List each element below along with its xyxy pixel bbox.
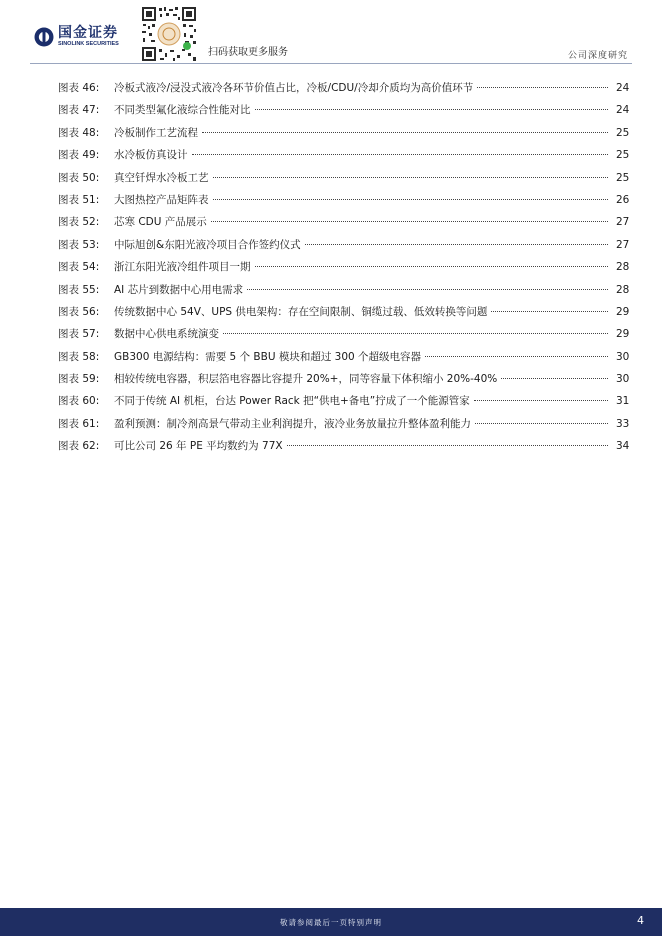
page-footer [0,908,662,936]
toc-entry[interactable] [58,416,628,438]
toc-page-number: 25 [616,126,630,139]
toc-page-number: 31 [616,395,630,408]
toc-figure-label: 图表 50: [58,171,100,184]
footer-page-number: 4 [637,914,644,927]
toc-page-number: 33 [616,417,630,430]
toc-figure-label: 图表 60: [58,395,100,408]
toc-figure-title: GB300 电源结构：需要 5 个 BBU 模块和超过 300 个超级电容器 [114,350,422,363]
dot-leader [425,356,608,357]
toc-figure-label: 图表 58: [58,350,100,363]
toc-entry[interactable] [58,393,628,415]
toc-page-number: 28 [616,283,630,296]
brand-name-en: SINOLINK SECURITIES [58,41,119,47]
toc-figure-label: 图表 59: [58,373,100,386]
toc-entry[interactable] [58,349,628,371]
qr-code-icon[interactable] [140,5,198,63]
toc-figure-title: 不同于传统 AI 机柜，台达 Power Rack 把“供电+备电”拧成了一个能源管家 [114,395,470,408]
toc-figure-label: 图表 55: [58,283,100,296]
toc-figure-title: 芯寒 CDU 产品展示 [114,216,207,229]
dot-leader [305,244,608,245]
page-header [0,0,662,70]
dot-leader [202,132,608,133]
toc-figure-label: 图表 49: [58,149,100,162]
toc-page-number: 28 [616,261,630,274]
dot-leader [255,266,609,267]
toc-entry[interactable] [58,102,628,124]
brand-logo [34,26,119,48]
toc-entry[interactable] [58,259,628,281]
toc-figure-title: 数据中心供电系统演变 [114,328,219,341]
toc-figure-title: 冷板制作工艺流程 [114,126,198,139]
toc-figure-label: 图表 57: [58,328,100,341]
toc-figure-label: 图表 54: [58,261,100,274]
toc-entry[interactable] [58,438,628,460]
toc-figure-label: 图表 47: [58,104,100,117]
toc-entry[interactable] [58,80,628,102]
toc-entry[interactable] [58,192,628,214]
toc-page-number: 27 [616,216,630,229]
toc-figure-label: 图表 53: [58,238,100,251]
toc-entry[interactable] [58,214,628,236]
toc-page-number: 29 [616,328,630,341]
toc-entry[interactable] [58,371,628,393]
toc-page-number: 24 [616,104,630,117]
toc-figure-title: 盈利预测：制冷剂高景气带动主业利润提升，液冷业务放量拉升整体盈利能力 [114,417,471,430]
toc-page-number: 24 [616,82,630,94]
toc-entry[interactable] [58,170,628,192]
dot-leader [192,154,609,155]
qr-caption: 扫码获取更多服务 [208,47,288,58]
dot-leader [213,177,609,178]
toc-figure-title: AI 芯片到数据中心用电需求 [114,283,244,296]
toc-figure-label: 图表 62: [58,440,100,453]
toc-page-number: 25 [616,149,630,162]
toc-entry[interactable] [58,125,628,147]
dot-leader [213,199,609,200]
toc-page-number: 25 [616,171,630,184]
dot-leader [255,109,609,110]
dot-leader [223,333,608,334]
toc-figure-title: 相较传统电容器，积层箔电容器比容提升 20%+，同等容量下体积缩小 20%-40% [114,373,498,386]
dot-leader [501,378,608,379]
header-divider [30,63,632,64]
toc-page-number: 30 [616,350,630,363]
toc-figure-title: 不同类型氟化液综合性能对比 [114,104,251,117]
report-type-label: 公司深度研究 [567,51,628,61]
toc-entry[interactable] [58,237,628,259]
toc-entry[interactable] [58,147,628,169]
toc-figure-label: 图表 48: [58,126,100,139]
dot-leader [475,423,608,424]
toc-page-number: 34 [616,440,630,453]
toc-figure-label: 图表 51: [58,193,100,206]
toc-figure-label: 图表 46: [58,82,100,94]
toc-figure-title: 冷板式液冷/浸没式液冷各环节价值占比，冷板/CDU/冷却介质均为高价值环节 [114,82,474,94]
brand-name-cn: 国金证券 [58,25,118,41]
toc-figure-title: 水冷板仿真设计 [114,149,188,162]
toc-figure-title: 真空钎焊水冷板工艺 [114,171,209,184]
toc-figure-title: 传统数据中心 54V、UPS 供电架构：存在空间限制、铜缆过载、低效转换等问题 [114,305,488,318]
toc-page-number: 29 [616,305,630,318]
toc-figure-title: 可比公司 26 年 PE 平均数约为 77X [114,440,283,453]
toc-figure-label: 图表 56: [58,305,100,318]
toc-figure-title: 浙江东阳光液冷组件项目一期 [114,261,251,274]
dot-leader [211,221,608,222]
toc-figure-label: 图表 61: [58,417,100,430]
toc-page-number: 30 [616,373,630,386]
dot-leader [287,445,608,446]
toc-figure-title: 中际旭创&东阳光液冷项目合作签约仪式 [114,238,301,251]
footer-disclaimer: 敬请参阅最后一页特别声明 [280,918,382,927]
figure-table-of-contents [58,80,628,461]
sinolink-logo-icon [34,27,54,47]
dot-leader [477,87,608,88]
toc-entry[interactable] [58,304,628,326]
toc-page-number: 27 [616,238,630,251]
toc-entry[interactable] [58,282,628,304]
dot-leader [474,400,608,401]
dot-leader [247,289,608,290]
toc-figure-title: 大图热控产品矩阵表 [114,193,209,206]
dot-leader [491,311,608,312]
toc-figure-label: 图表 52: [58,216,100,229]
toc-page-number: 26 [616,193,630,206]
toc-entry[interactable] [58,326,628,348]
